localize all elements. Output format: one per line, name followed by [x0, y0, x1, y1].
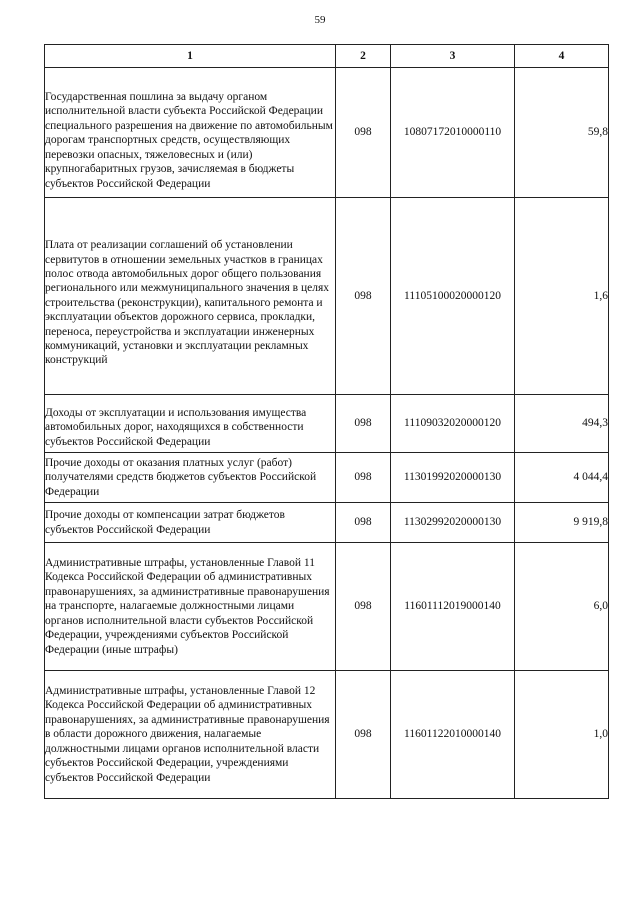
table-row [45, 198, 609, 395]
row-description: Прочие доходы от оказания платных услуг (работ) получателями средств бюджетов субъектов Российской Федерации [45, 453, 336, 503]
table-header-row [45, 45, 609, 68]
row-description: Административные штрафы, установленные Главой 12 Кодекса Российской Федерации об административных правонарушениях, за административные правонарушения в области дорожного движения, налагаемые должностными лицами органов исполнительной власти субъектов Российской Федерации, учреждениями субъектов Российской Федерации [45, 671, 336, 799]
row-admin-code: 098 [336, 503, 391, 543]
row-kbk: 11302992020000130 [391, 503, 515, 543]
row-admin-code: 098 [336, 395, 391, 453]
row-description: Плата от реализации соглашений об установлении сервитутов в отношении земельных участков в границах полос отвода автомобильных дорог общего пользования регионального или межмуниципального значения в целях строительства (реконструкции), капитального ремонта и эксплуатации объектов дорожного сервиса, прокладки, переноса, переустройства и эксплуатации инженерных коммуникаций, установки и эксплуатации рекламных конструкций [45, 198, 336, 395]
row-amount: 6,0 [515, 543, 609, 671]
row-admin-code: 098 [336, 543, 391, 671]
row-kbk: 11301992020000130 [391, 453, 515, 503]
row-amount: 59,8 [515, 68, 609, 198]
row-kbk: 10807172010000110 [391, 68, 515, 198]
row-kbk: 11601112019000140 [391, 543, 515, 671]
row-amount: 1,0 [515, 671, 609, 799]
table-row [45, 543, 609, 671]
column-header: 1 [45, 45, 336, 68]
column-header: 4 [515, 45, 609, 68]
table-row [45, 503, 609, 543]
row-amount: 4 044,4 [515, 453, 609, 503]
row-description: Прочие доходы от компенсации затрат бюджетов субъектов Российской Федерации [45, 503, 336, 543]
page-number: 59 [314, 14, 326, 26]
table-row [45, 671, 609, 799]
row-admin-code: 098 [336, 198, 391, 395]
row-amount: 9 919,8 [515, 503, 609, 543]
row-amount: 494,3 [515, 395, 609, 453]
column-header: 3 [391, 45, 515, 68]
row-admin-code: 098 [336, 68, 391, 198]
table-row [45, 68, 609, 198]
revenue-table [44, 44, 609, 799]
row-admin-code: 098 [336, 453, 391, 503]
row-description: Государственная пошлина за выдачу органом исполнительной власти субъекта Российской Федерации специального разрешения на движение по автомобильным дорогам транспортных средств, осуществляющих перевозки опасных, тяжеловесных и (или) крупногабаритных грузов, зачисляемая в бюджеты субъектов Российской Федерации [45, 68, 336, 198]
column-header: 2 [336, 45, 391, 68]
row-description: Доходы от эксплуатации и использования имущества автомобильных дорог, находящихся в собственности субъектов Российской Федерации [45, 395, 336, 453]
row-kbk: 11109032020000120 [391, 395, 515, 453]
table-row [45, 395, 609, 453]
row-kbk: 11601122010000140 [391, 671, 515, 799]
table-row [45, 453, 609, 503]
row-amount: 1,6 [515, 198, 609, 395]
row-kbk: 11105100020000120 [391, 198, 515, 395]
row-description: Административные штрафы, установленные Главой 11 Кодекса Российской Федерации об административных правонарушениях, за административные правонарушения на транспорте, налагаемые должностными лицами органов исполнительной власти субъектов Российской Федерации, учреждениями субъектов Российской Федерации (иные штрафы) [45, 543, 336, 671]
row-admin-code: 098 [336, 671, 391, 799]
